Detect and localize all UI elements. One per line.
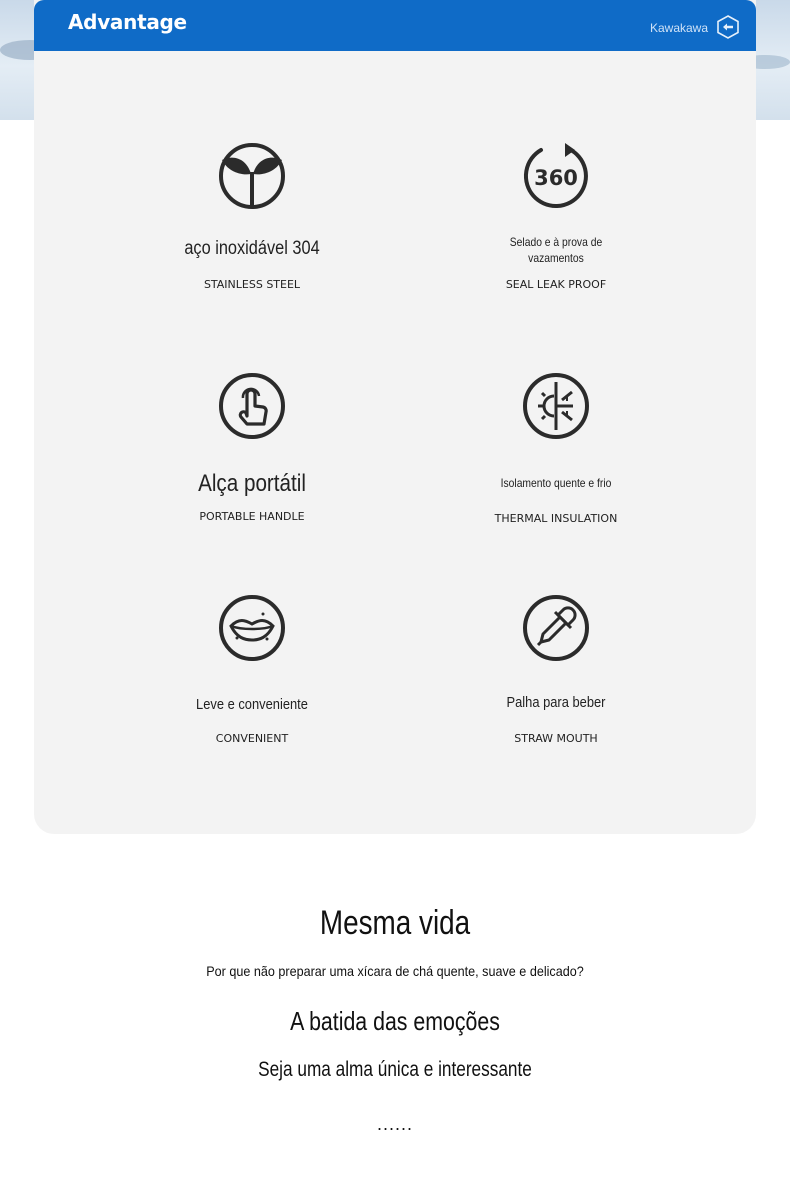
feature-title: Selado e à prova de vazamentos (509, 235, 603, 265)
feature-straw-mouth (406, 594, 706, 754)
lower-heading: Mesma vida (319, 904, 471, 942)
feature-seal-leak-proof (406, 140, 706, 300)
section-title: Advantage (68, 10, 187, 34)
sun-snowflake-icon (521, 372, 591, 442)
feature-subtitle: STAINLESS STEEL (203, 278, 301, 291)
feature-title: Leve e conveniente (196, 696, 308, 713)
feature-subtitle: STRAW MOUTH (514, 732, 598, 745)
brand-name: Kawakawa (649, 21, 708, 35)
sprout-icon (217, 140, 287, 210)
lower-question: Por que não preparar uma xícara de chá quente, suave e delicado? (206, 963, 584, 979)
feature-subtitle: THERMAL INSULATION (494, 512, 618, 525)
feature-subtitle: CONVENIENT (215, 732, 289, 745)
feature-stainless-steel (102, 140, 402, 300)
feature-title: Alça portátil (198, 470, 306, 497)
back-arrow-icon[interactable] (716, 15, 740, 39)
rotate-360-icon (521, 140, 591, 210)
feature-thermal-insulation (406, 372, 706, 532)
feature-title: aço inoxidável 304 (184, 238, 320, 259)
feature-convenient (102, 594, 402, 754)
lower-line-soul: Seja uma alma única e interessante (258, 1058, 532, 1081)
feature-subtitle: SEAL LEAK PROOF (505, 278, 607, 291)
feature-title: Palha para beber (506, 694, 606, 711)
lower-ellipsis: ...... (376, 1114, 413, 1134)
touch-hand-icon (217, 372, 287, 442)
lips-icon (217, 594, 287, 664)
lower-line-emotions: A batida das emoções (290, 1006, 500, 1036)
feature-portable-handle (102, 372, 402, 532)
feature-subtitle: PORTABLE HANDLE (199, 510, 305, 523)
advantage-card (34, 0, 756, 834)
card-header (34, 0, 756, 51)
feature-title: Isolamento quente e frio (500, 476, 612, 490)
dropper-icon (521, 594, 591, 664)
icon-360-label: 360 (534, 166, 578, 190)
